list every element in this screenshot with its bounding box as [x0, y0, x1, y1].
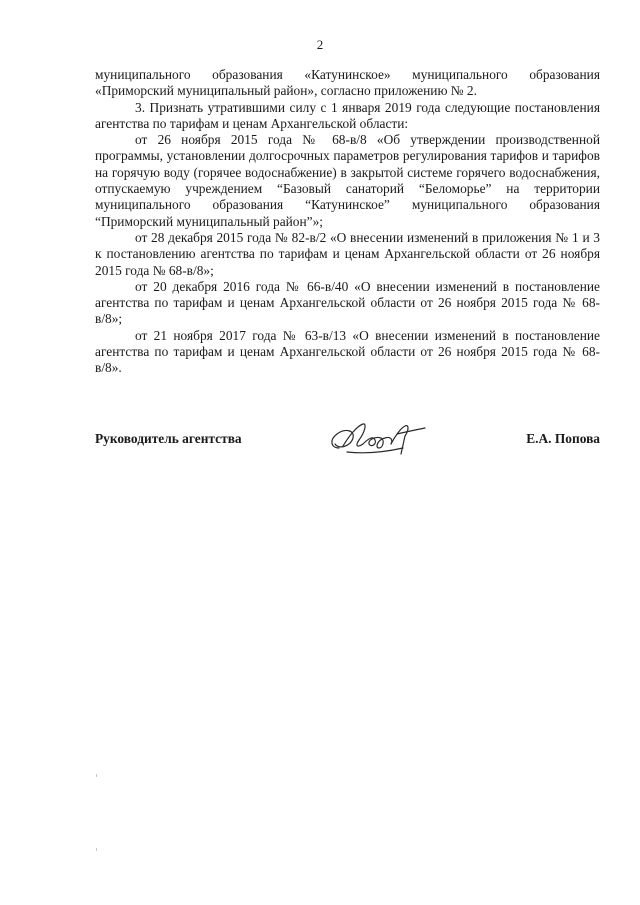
document-body	[95, 67, 600, 377]
signatory-name: Е.А. Попова	[526, 431, 600, 446]
paragraph-continuation: муниципального образования «Катунинское» муниципального образования «Приморский муниципальный район», согласно приложению № 2.	[95, 67, 600, 99]
paragraph-resolution-66-v-40: от 20 декабря 2016 года № 66-в/40 «О внесении изменений в постановление агентства по тарифам и ценам Архангельской области от 26 ноября 2015 года № 68-в/8»;	[95, 278, 600, 327]
paragraph-resolution-63-v-13: от 21 ноября 2017 года № 63-в/13 «О внесении изменений в постановление агентства по тарифам и ценам Архангельской области от 26 ноября 2015 года № 68-в/8».	[95, 327, 600, 376]
paragraph-resolution-82-v-2: от 28 декабря 2015 года № 82-в/2 «О внесении изменений в приложения № 1 и 3 к постановлению агентства по тарифам и ценам Архангельской области от 26 ноября 2015 года № 68-в/8»;	[95, 229, 600, 278]
paragraph-item-3: 3. Признать утратившими силу с 1 января 2019 года следующие постановления агентства по тарифам и ценам Архангельской области:	[95, 99, 600, 131]
signatory-title: Руководитель агентства	[95, 431, 242, 446]
signature-block	[95, 422, 600, 462]
page-number: 2	[316, 37, 324, 52]
paragraph-resolution-68-v-8: от 26 ноября 2015 года № 68-в/8 «Об утверждении производственной программы, установлении долгосрочных параметров регулирования тарифов и тарифов на горячую воду (горячее водоснабжение) в закрытой системе горячего водоснабжения, отпускаемую учреждением “Базовый санаторий “Беломорье” на территории муниципального образования “Катунинское” муниципального образования “Приморский муниципальный район”»;	[95, 132, 600, 229]
margin-mark-bottom	[96, 848, 97, 851]
handwritten-signature	[325, 418, 435, 462]
margin-mark-top	[96, 774, 97, 777]
